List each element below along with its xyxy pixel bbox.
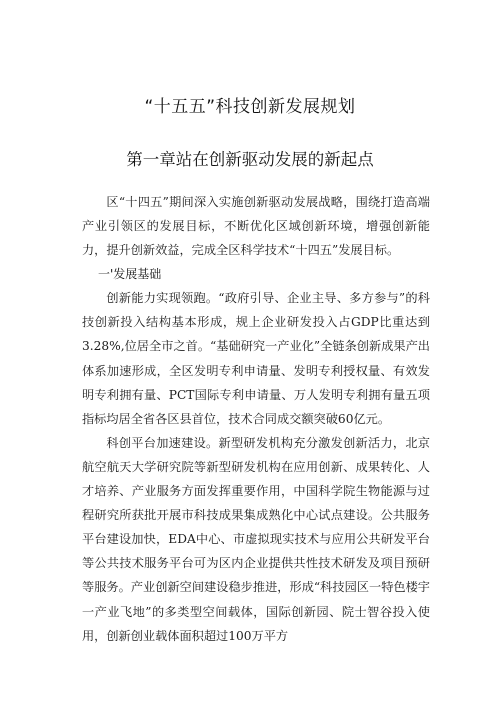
- document-body: [82, 190, 430, 648]
- chapter-title: 第一章站在创新驱动发展的新起点: [126, 150, 374, 169]
- paragraph-platform-construction: 科创平台加速建设。新型研发机构充分激发创新活力，北京航空航天大学研究院等新型研发机构在应用创新、成果转化、人才培养、产业服务方面发挥重要作用，中国科学院生物能源与过程研究所获批开展市科技成果集成熟化中心试点建设。公共服务平台建设加快，EDA中心、市虚拟现实技术与应用公共研发平台等公共技术服务平台可为区内企业提供共性技术研发及项目预研等服务。产业创新空间建设稳步推进，形成“科技园区一特色楼宇一产业飞地”的多类型空间载体，国际创新园、院士智谷投入使用，创新创业载体面积超过100万平方: [82, 435, 430, 643]
- section-heading-development-basis: 一'发展基础: [98, 267, 162, 282]
- intro-paragraph: 区“十四五”期间深入实施创新驱动发展战略，围绕打造高端产业引领区的发展目标，不断优化区域创新环境，增强创新能力，提升创新效益，完成全区科学技术“十四五”发展目标。: [82, 195, 430, 258]
- paragraph-innovation-capability: 创新能力实现领跑。“政府引导、企业主导、多方参与”的科技创新投入结构基本形成，规上企业研发投入占GDP比重达到3.28%,位居全市之首。“基础研究一产业化”全链条创新成果产出体系加速形成，全区发明专利申请量、发明专利授权量、有效发明专利拥有量、PCT国际专利申请量、万人发明专利拥有量五项指标均居全省各区县首位，技术合同成交额突破60亿元。: [82, 291, 430, 426]
- document-title: “十五五”科技创新发展规划: [144, 97, 356, 117]
